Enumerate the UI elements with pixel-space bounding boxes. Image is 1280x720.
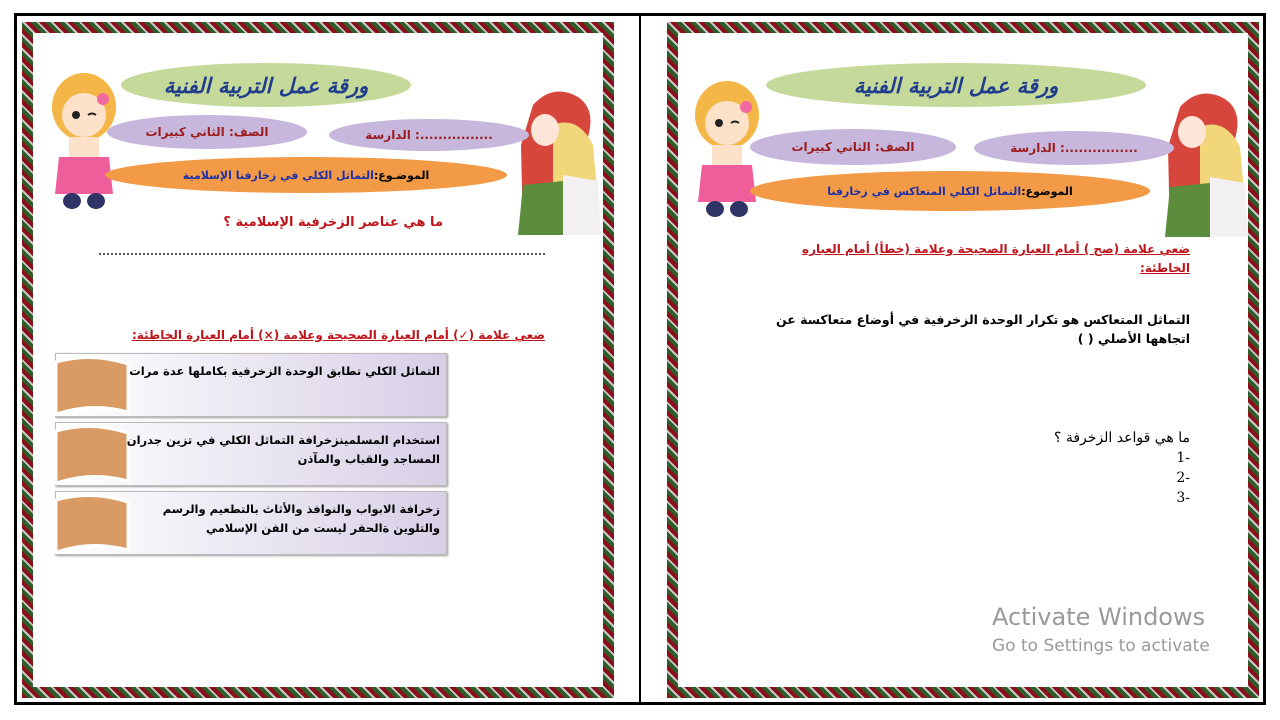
left-title-banner bbox=[121, 63, 411, 107]
left-class-label: الصف: الثاني كبيرات bbox=[145, 125, 269, 139]
answer-line-3: -3 bbox=[1176, 490, 1190, 506]
right-class-field bbox=[750, 129, 956, 165]
anime-girls-icon bbox=[513, 85, 603, 239]
scroll-answer-icon bbox=[54, 494, 130, 554]
left-question: ما هي عناصر الزخرفية الإسلامية ؟ bbox=[223, 215, 443, 230]
statement-text-1: التماثل الكلي تطابق الوحدة الزخرفية بكاملها عدة مرات bbox=[129, 364, 440, 378]
left-instruction: ضعي علامة (✓) أمام العبارة الصحيحة وعلامة (×) أمام العبارة الخاطئة: bbox=[131, 328, 545, 342]
left-topic-banner bbox=[105, 157, 507, 193]
right-class-label: الصف: الثاني كبيرات bbox=[791, 140, 915, 154]
statement-box-1 bbox=[55, 353, 447, 417]
activate-windows-hint: Go to Settings to activate bbox=[992, 636, 1210, 656]
right-statement bbox=[758, 310, 1190, 348]
left-topic-prefix: الموضـوع: bbox=[373, 168, 430, 182]
right-student-label: الدارسة :................ bbox=[1010, 141, 1138, 155]
left-topic-text: التماثل الكلي في زخارفنا الإسلامية bbox=[182, 168, 374, 182]
left-student-label: الدارسة :................ bbox=[365, 128, 493, 142]
answer-line-1: -1 bbox=[1176, 450, 1190, 466]
left-class-field bbox=[107, 115, 307, 149]
statement-text-2: استخدام المسلمينزخرافة التماثل الكلي في تزين جدران المساجد والقباب والمآذن bbox=[126, 433, 440, 466]
right-statement-line-1: التماثل المتعاكس هو تكرار الوحدة الزخرفية في أوضاع متعاكسة عن bbox=[775, 312, 1190, 327]
left-title: ورقة عمل التربية الفنية bbox=[163, 72, 369, 98]
statement-box-2 bbox=[55, 422, 447, 486]
statement-text-3: زخرافة الابواب والنوافذ والأثاث بالتطعيم والرسم والتلوين ةالحفر ليست من الفن الإسلامي bbox=[162, 502, 440, 535]
page-divider bbox=[639, 16, 641, 702]
answer-dotted-line bbox=[99, 253, 545, 255]
right-student-field bbox=[974, 131, 1174, 165]
right-question-block bbox=[958, 428, 1190, 508]
answer-line-2: -2 bbox=[1176, 470, 1190, 486]
scroll-answer-icon bbox=[54, 425, 130, 485]
cartoon-girl-icon bbox=[45, 69, 123, 214]
scroll-answer-icon bbox=[54, 356, 130, 416]
right-title-banner bbox=[766, 63, 1146, 107]
right-instruction: ضعي علامة (صح ) أمام العبارة الصحيحة وعلامة (خطأ) أمام العباره الخاطئة: bbox=[802, 242, 1190, 275]
right-worksheet-page bbox=[667, 22, 1259, 698]
anime-girls-icon bbox=[1160, 87, 1250, 241]
statement-box-3 bbox=[55, 491, 447, 555]
activate-windows-watermark: Activate Windows bbox=[992, 603, 1206, 631]
right-question: ما هي قواعد الزخرفة ؟ bbox=[1053, 430, 1190, 446]
left-worksheet-page bbox=[22, 22, 614, 698]
right-statement-line-2: اتجاهها الأصلي ( ) bbox=[1077, 331, 1190, 346]
right-topic-banner bbox=[750, 171, 1150, 211]
right-topic-prefix: الموضوع: bbox=[1021, 184, 1073, 198]
left-student-field bbox=[329, 119, 529, 151]
right-topic-text: التماثل الكلي المتعاكس في زخارفنا bbox=[827, 184, 1022, 198]
right-title: ورقة عمل التربية الفنية bbox=[853, 72, 1059, 98]
